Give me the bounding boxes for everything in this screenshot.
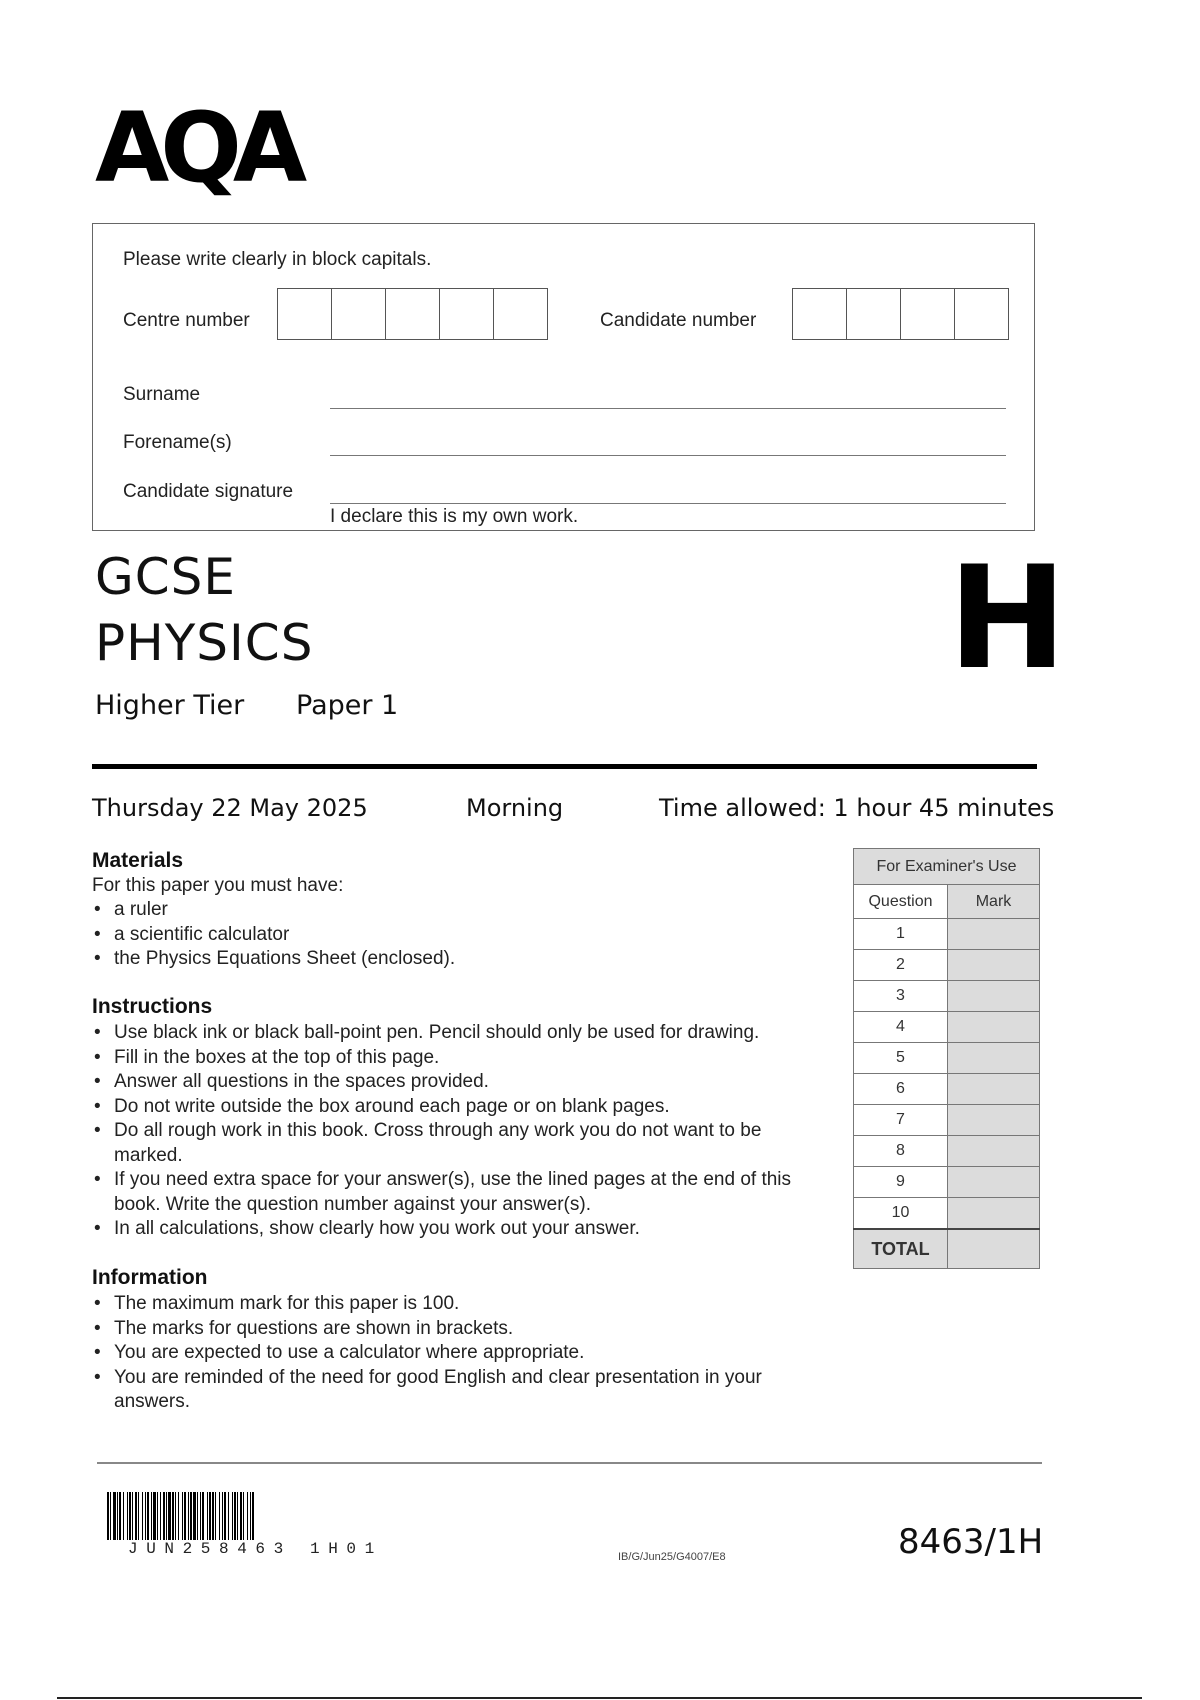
forenames-field[interactable] bbox=[330, 455, 1006, 456]
list-item: • Fill in the boxes at the top of this page. bbox=[92, 1046, 827, 1071]
question-number: 4 bbox=[854, 1012, 948, 1043]
table-row bbox=[854, 1012, 1040, 1043]
signature-field[interactable] bbox=[330, 503, 1006, 504]
centre-digit-box[interactable] bbox=[386, 289, 440, 339]
instructions-list bbox=[92, 1021, 827, 1242]
forenames-label: Forename(s) bbox=[123, 432, 232, 453]
paper-code: 8463/1H bbox=[898, 1522, 1044, 1562]
mark-cell[interactable] bbox=[948, 981, 1040, 1012]
question-number: 1 bbox=[854, 919, 948, 950]
paper-label: Paper 1 bbox=[296, 690, 399, 721]
footer-divider bbox=[97, 1462, 1042, 1464]
information-heading: Information bbox=[92, 1266, 208, 1289]
centre-digit-box[interactable] bbox=[440, 289, 494, 339]
list-item: • Use black ink or black ball-point pen. Pencil should only be used for drawing. bbox=[92, 1021, 827, 1046]
table-row bbox=[854, 1074, 1040, 1105]
question-number: 10 bbox=[854, 1198, 948, 1230]
table-row bbox=[854, 950, 1040, 981]
table-row bbox=[854, 1198, 1040, 1230]
qualification-title: GCSE bbox=[95, 548, 236, 606]
table-row bbox=[854, 981, 1040, 1012]
candidate-number-boxes[interactable] bbox=[792, 288, 1009, 340]
list-item: • In all calculations, show clearly how you work out your answer. bbox=[92, 1217, 827, 1242]
materials-heading: Materials bbox=[92, 849, 184, 872]
candidate-digit-box[interactable] bbox=[793, 289, 847, 339]
mark-cell[interactable] bbox=[948, 1074, 1040, 1105]
information-list bbox=[92, 1292, 792, 1415]
question-number: 5 bbox=[854, 1043, 948, 1074]
barcode-text: JUN258463 1H01 bbox=[128, 1540, 383, 1558]
subject-title: PHYSICS bbox=[95, 614, 314, 672]
candidate-digit-box[interactable] bbox=[847, 289, 901, 339]
question-number: 2 bbox=[854, 950, 948, 981]
tier-letter: H bbox=[948, 536, 1067, 701]
tier-label: Higher Tier bbox=[95, 690, 245, 721]
mark-cell[interactable] bbox=[948, 919, 1040, 950]
exam-session: Morning bbox=[466, 794, 564, 822]
centre-digit-box[interactable] bbox=[332, 289, 386, 339]
list-item: • a ruler bbox=[92, 898, 792, 923]
list-item: • Answer all questions in the spaces provided. bbox=[92, 1070, 827, 1095]
question-number: 7 bbox=[854, 1105, 948, 1136]
mark-cell[interactable] bbox=[948, 1043, 1040, 1074]
list-item: • the Physics Equations Sheet (enclosed). bbox=[92, 947, 792, 972]
title-divider bbox=[92, 764, 1037, 769]
barcode bbox=[107, 1492, 487, 1540]
materials-intro: For this paper you must have: bbox=[92, 875, 344, 896]
exam-date: Thursday 22 May 2025 bbox=[92, 794, 368, 822]
centre-number-boxes[interactable] bbox=[277, 288, 548, 340]
table-row bbox=[854, 1105, 1040, 1136]
mark-cell[interactable] bbox=[948, 1167, 1040, 1198]
time-allowed: Time allowed: 1 hour 45 minutes bbox=[659, 794, 1055, 822]
candidate-digit-box[interactable] bbox=[901, 289, 955, 339]
mark-cell[interactable] bbox=[948, 950, 1040, 981]
question-number: 8 bbox=[854, 1136, 948, 1167]
page-bottom-edge bbox=[57, 1697, 1142, 1699]
table-row bbox=[854, 919, 1040, 950]
materials-list bbox=[92, 898, 792, 972]
centre-number-label: Centre number bbox=[123, 310, 250, 331]
total-label: TOTAL bbox=[854, 1229, 948, 1269]
block-capitals-instruction: Please write clearly in block capitals. bbox=[123, 249, 432, 270]
examiners-use-header: For Examiner's Use bbox=[854, 849, 1040, 885]
list-item: • You are expected to use a calculator where appropriate. bbox=[92, 1341, 792, 1366]
mark-column-header: Mark bbox=[948, 885, 1040, 919]
table-row bbox=[854, 1136, 1040, 1167]
list-item: • a scientific calculator bbox=[92, 923, 792, 948]
barcode-bar bbox=[252, 1492, 254, 1540]
list-item: • The marks for questions are shown in brackets. bbox=[92, 1317, 792, 1342]
total-mark-cell[interactable] bbox=[948, 1229, 1040, 1269]
list-item: • The maximum mark for this paper is 100. bbox=[92, 1292, 792, 1317]
mark-cell[interactable] bbox=[948, 1136, 1040, 1167]
mark-cell[interactable] bbox=[948, 1198, 1040, 1230]
centre-digit-box[interactable] bbox=[278, 289, 332, 339]
candidate-number-label: Candidate number bbox=[600, 310, 757, 331]
document-reference: IB/G/Jun25/G4007/E8 bbox=[618, 1551, 726, 1563]
list-item: • Do all rough work in this book. Cross through any work you do not want to be marked. bbox=[92, 1119, 827, 1168]
list-item: • Do not write outside the box around each page or on blank pages. bbox=[92, 1095, 827, 1120]
centre-digit-box[interactable] bbox=[494, 289, 547, 339]
own-work-declaration: I declare this is my own work. bbox=[330, 506, 579, 527]
examiners-use-table bbox=[853, 848, 1040, 1269]
surname-field[interactable] bbox=[330, 408, 1006, 409]
candidate-digit-box[interactable] bbox=[955, 289, 1008, 339]
list-item: • You are reminded of the need for good English and clear presentation in your answers. bbox=[92, 1366, 792, 1415]
aqa-logo: AQA bbox=[95, 92, 299, 204]
table-row-total bbox=[854, 1229, 1040, 1269]
question-column-header: Question bbox=[854, 885, 948, 919]
instructions-heading: Instructions bbox=[92, 995, 213, 1018]
list-item: • If you need extra space for your answer(s), use the lined pages at the end of this book. Write the question number against your answer(s). bbox=[92, 1168, 827, 1217]
signature-label: Candidate signature bbox=[123, 481, 294, 502]
question-number: 6 bbox=[854, 1074, 948, 1105]
surname-label: Surname bbox=[123, 384, 201, 405]
mark-cell[interactable] bbox=[948, 1012, 1040, 1043]
question-number: 3 bbox=[854, 981, 948, 1012]
table-row bbox=[854, 1167, 1040, 1198]
mark-cell[interactable] bbox=[948, 1105, 1040, 1136]
question-number: 9 bbox=[854, 1167, 948, 1198]
table-row bbox=[854, 1043, 1040, 1074]
